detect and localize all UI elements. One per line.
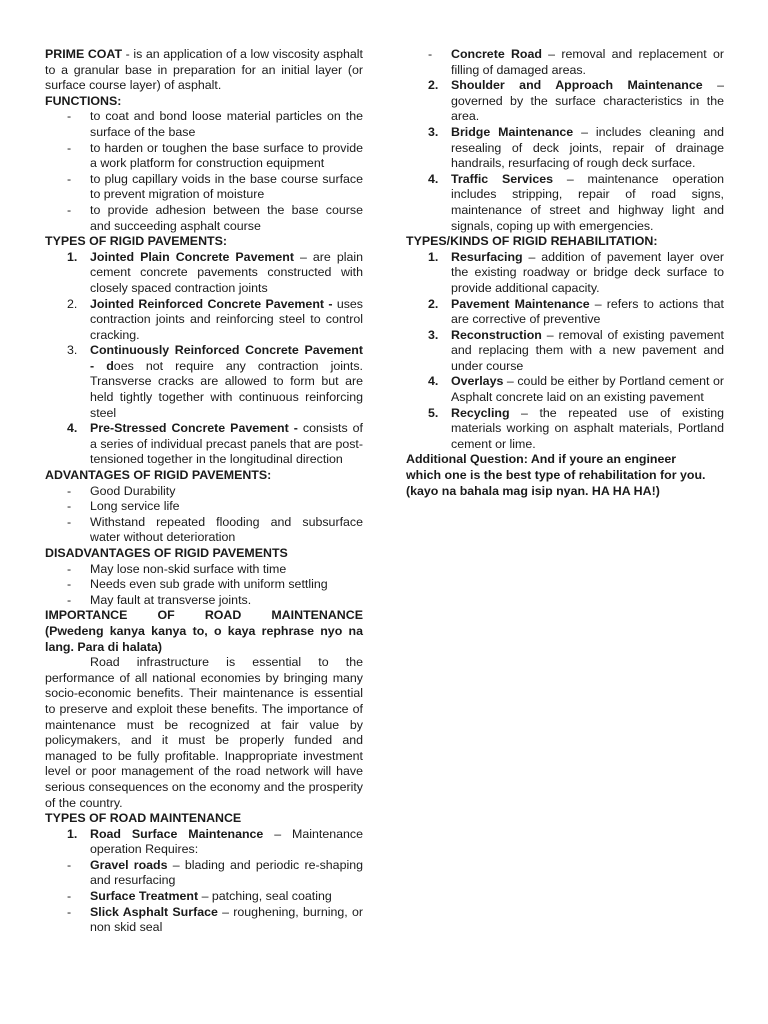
maint-term: Surface Treatment [90,889,199,904]
list-item: - Good Durability [67,483,176,498]
maint-text: – includes cleaning and resealing of deck joints, repair of drainage handrails, resurfacing of rough deck surface. [451,124,724,171]
rehab-term: Reconstruction [451,327,542,342]
rehab-text: – removal of existing pavement and replacing them with a new pavement and under course [451,327,724,373]
maint-text: – governed by the surface characteristics in the area. [451,78,724,124]
list-item [45,343,363,421]
list-number: 2. [428,78,439,93]
disadvantage-text: Needs even sub grade with uniform settling [90,577,328,592]
left-column [45,47,363,936]
importance-note [45,624,363,655]
maint-text: – removal and replacement or filling of damaged areas. [451,47,724,77]
list-item [406,374,724,405]
list-item [406,47,724,78]
function-text: to plug capillary voids in the base course surface to prevent migration of moisture [90,171,363,202]
maint-text: – Maintenance operation Requires: [90,826,363,857]
additional-question [406,452,724,499]
advantage-text: Good Durability [90,483,176,498]
list-item [406,297,724,328]
function-text: to harden or toughen the base surface to provide a work platform for construction equipment [90,140,363,171]
maint-term: Shoulder and Approach Maintenance [451,78,703,93]
type-term: Pre-Stressed Concrete Pavement - [90,421,298,436]
disadvantage-text: May fault at transverse joints. [90,592,252,607]
maint-term: Traffic Services [451,171,553,186]
disadvantage-text: May lose non-skid surface with time [90,561,287,576]
list-item [406,250,724,297]
heading-word: MAINTENANCE [271,608,363,623]
list-item [45,250,363,297]
advantages-heading: ADVANTAGES OF RIGID PAVEMENTS: [45,468,272,483]
heading-word: ROAD [204,608,242,623]
type-term: Jointed Plain Concrete Pavement [90,249,294,264]
list-number: 2. [67,296,78,311]
question-line: (kayo na bahala mag isip nyan. HA HA HA!) [406,483,660,498]
rehab-term: Pavement Maintenance [451,296,590,311]
list-marker: - [428,47,433,61]
functions-heading: FUNCTIONS: [45,93,122,108]
list-number: 3. [67,343,78,358]
maint-text: – roughening, burning, or non skid seal [90,904,364,935]
list-item: - Surface Treatment – patching, seal coating [67,889,332,904]
rehab-term: Recycling [451,405,510,420]
list-item [45,827,363,858]
list-number: 2. [428,296,439,311]
types-heading: TYPES OF RIGID PAVEMENTS: [45,234,227,249]
list-number: 1. [67,249,78,264]
maint-term: Concrete Road [451,47,542,61]
list-item: - Needs even sub grade with uniform settling [67,577,328,592]
note-line: lang. Para di halata) [45,639,163,654]
list-number: 5. [428,405,439,420]
list-item: - to harden or toughen the base surface to provide a work platform for construction equipment [67,140,363,171]
list-number: 4. [67,421,78,436]
list-item: - May fault at transverse joints. [67,592,252,607]
rehabilitation-heading: TYPES/KINDS OF RIGID REHABILITATION: [406,234,658,249]
list-item: - Slick Asphalt Surface – roughening, burning, or non skid seal [67,904,364,935]
rehab-text: – addition of pavement layer over the existing roadway or bridge deck surface to provide additional capacity. [451,249,724,295]
heading-word: IMPORTANCE [45,608,128,623]
maint-term: Road Surface Maintenance [90,826,264,841]
type-term: Jointed Reinforced Concrete Pavement - [90,296,333,311]
maint-term: Bridge Maintenance [451,124,574,139]
prime-coat-term: PRIME COAT [45,47,123,61]
question-line: which one is the best type of rehabilitation for you. [406,468,706,483]
list-number: 3. [428,327,439,342]
type-text: – are plain cement concrete pavements constructed with closely spaced contraction joints [90,249,363,295]
list-item: - to plug capillary voids in the base course surface to prevent migration of moisture [67,171,363,202]
list-number: 3. [428,124,439,139]
maint-text: – patching, seal coating [198,889,332,904]
list-number: 4. [428,171,439,186]
note-line: (Pwedeng kanya kanya to, o kaya rephrase nyo na [45,623,363,638]
maint-term: Slick Asphalt Surface [90,904,218,919]
list-number: 1. [428,249,439,264]
rehab-text: – refers to actions that are corrective of preventive [451,296,724,327]
list-item: - Withstand repeated flooding and subsurface water without deterioration [67,514,363,545]
list-item [406,78,724,125]
list-item: - to provide adhesion between the base course and succeeding asphalt course [67,202,363,233]
rehab-term: Overlays [451,374,504,389]
list-item [406,125,724,172]
list-item [45,297,363,344]
prime-coat-paragraph [45,47,363,94]
disadvantages-heading: DISADVANTAGES OF RIGID PAVEMENTS [45,546,288,560]
list-item [406,172,724,234]
advantage-text: Long service life [90,499,180,514]
list-item: - Gravel roads – blading and periodic re-shaping and resurfacing [67,857,363,888]
heading-word: OF [157,608,175,623]
list-number: 4. [428,374,439,389]
maint-term: Gravel roads [90,857,168,872]
rehab-term: Resurfacing [451,249,523,264]
list-item [406,406,724,453]
maint-text: – blading and periodic re-shaping and resurfacing [90,857,363,888]
function-text: to provide adhesion between the base course and succeeding asphalt course [90,202,363,233]
list-item [45,421,363,468]
maintenance-heading: TYPES OF ROAD MAINTENANCE [45,811,242,826]
rehab-text: – could be either by Portland cement or Asphalt concrete laid on an existing pavement [451,374,724,405]
question-line: Additional Question: And if youre an engineer [406,452,677,467]
list-item: - to coat and bond loose material particles on the surface of the base [67,109,363,139]
type-text: oes not require any contraction joints. Transverse cracks are allowed to form but are held tightly together with continuous reinforcing steel [90,358,363,420]
importance-paragraph: Road infrastructure is essential to the performance of all national economies by bringing many socio-economic benefits. Their maintenance is essential to preserve and exploit these benefits. The importance of maintenance must be recognized at fair value by policymakers, and it must be properly funded and managed to be fully profitable. Inappropriate investment level or poor management of the road network will have serious consequences on the economy and the prosperity of the country. [45,655,363,810]
prime-coat-text: - is an application of a low viscosity asphalt to a granular base in preparation for an initial layer (or surface course layer) of asphalt. [45,47,363,93]
right-column [406,47,724,499]
advantage-text: Withstand repeated flooding and subsurface water without deterioration [90,514,363,545]
list-number: 1. [67,826,78,841]
type-text: uses contraction joints and reinforcing steel to control cracking. [90,296,363,342]
importance-heading [45,608,363,624]
maint-text: – maintenance operation includes stripping, repair of road signs, maintenance of street and highway light and signals, coping up with emergencies. [451,171,724,233]
list-item [406,328,724,375]
rehab-text: – the repeated use of existing materials working on asphalt materials, Portland cement or lime. [451,405,724,451]
type-text: consists of a series of individual precast panels that are post-tensioned together in the longitudinal direction [90,421,363,467]
type-term: Continuously Reinforced Concrete Pavement - d [90,343,363,373]
list-item: - Long service life [67,499,180,514]
function-text: to coat and bond loose material particles on the surface of the base [90,109,363,139]
list-item: - May lose non-skid surface with time [67,561,287,576]
